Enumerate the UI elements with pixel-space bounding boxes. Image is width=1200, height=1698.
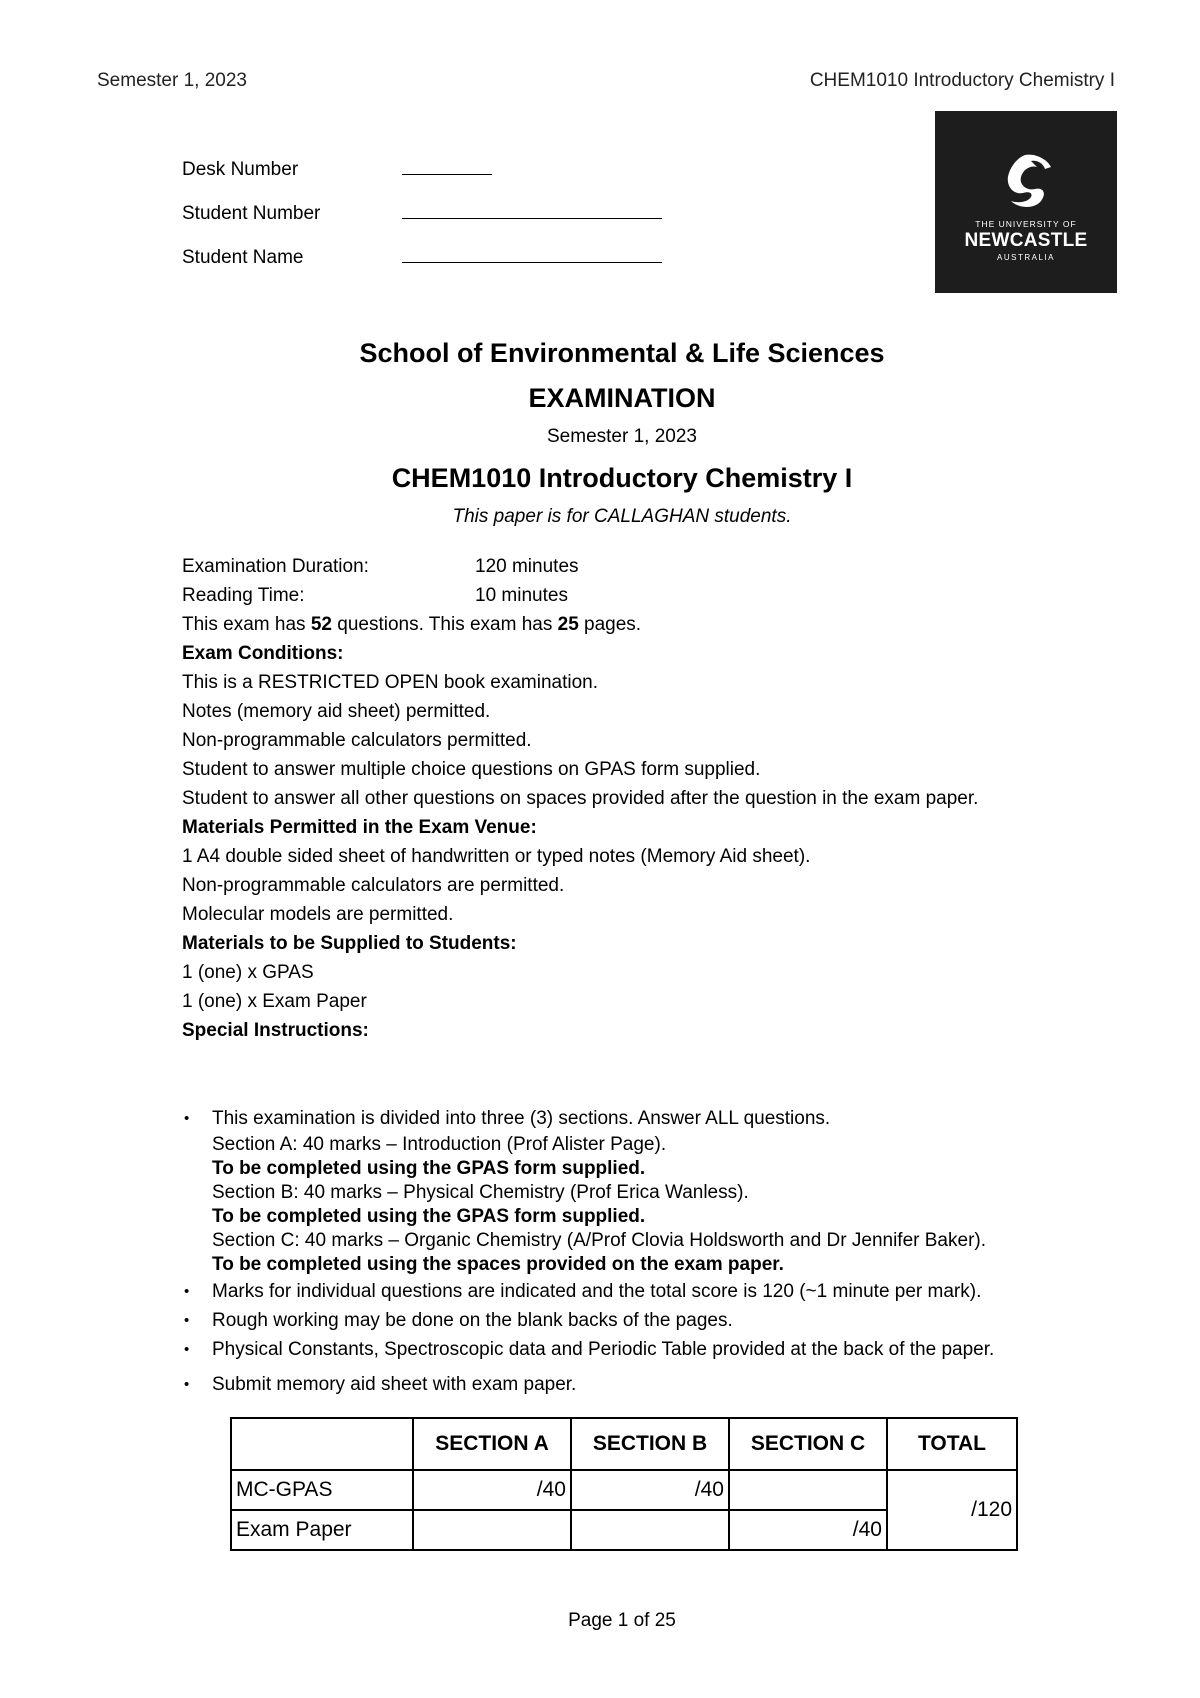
table-header <box>231 1418 413 1470</box>
student-name-field <box>182 246 662 269</box>
table-header: TOTAL <box>887 1418 1017 1470</box>
section-b-line: Section B: 40 marks – Physical Chemistry (Prof Erica Wanless). <box>212 1182 749 1203</box>
section-a-cell[interactable]: /40 <box>413 1470 571 1510</box>
total-cell[interactable]: /120 <box>887 1470 1017 1550</box>
instruction-item: • Submit memory aid sheet with exam paper. <box>182 1370 1082 1399</box>
condition-line: Non-programmable calculators permitted. <box>182 730 532 751</box>
supplied-line: 1 (one) x Exam Paper <box>182 991 367 1012</box>
table-row <box>231 1470 1017 1510</box>
permitted-line: Non-programmable calculators are permitted. <box>182 875 565 896</box>
supplied-heading: Materials to be Supplied to Students: <box>182 933 517 954</box>
desk-number-line[interactable] <box>402 158 492 175</box>
reading-value: 10 minutes <box>475 585 568 606</box>
instruction-item: • Physical Constants, Spectroscopic data and Periodic Table provided at the back of the paper. <box>182 1335 1082 1364</box>
section-c-cell[interactable] <box>729 1470 887 1510</box>
special-heading: Special Instructions: <box>182 1020 369 1041</box>
row-label: Exam Paper <box>231 1510 413 1550</box>
desk-number-field <box>182 158 492 181</box>
permitted-heading: Materials Permitted in the Exam Venue: <box>182 817 537 838</box>
condition-line: Student to answer all other questions on spaces provided after the question in the exam paper. <box>182 788 979 809</box>
conditions-heading: Exam Conditions: <box>182 643 344 664</box>
campus-note: This paper is for CALLAGHAN students. <box>452 506 792 527</box>
section-c-note: To be completed using the spaces provided on the exam paper. <box>212 1254 784 1275</box>
condition-line: This is a RESTRICTED OPEN book examination. <box>182 672 599 693</box>
exam-title: EXAMINATION <box>528 383 716 413</box>
instruction-item: • Marks for individual questions are indicated and the total score is 120 (~1 minute per mark). <box>182 1277 1082 1306</box>
student-number-field <box>182 202 662 225</box>
university-logo <box>935 111 1117 293</box>
section-b-cell[interactable]: /40 <box>571 1470 729 1510</box>
section-c-cell[interactable]: /40 <box>729 1510 887 1550</box>
special-instructions <box>182 1104 1082 1399</box>
condition-line: Notes (memory aid sheet) permitted. <box>182 701 491 722</box>
header-course: CHEM1010 Introductory Chemistry I <box>809 70 1115 91</box>
permitted-line: Molecular models are permitted. <box>182 904 454 925</box>
section-a-note: To be completed using the GPAS form supplied. <box>212 1158 646 1179</box>
page-count: 25 <box>557 614 579 635</box>
section-a-line: Section A: 40 marks – Introduction (Prof Alister Page). <box>212 1134 667 1155</box>
page-number: Page 1 of 25 <box>568 1610 676 1631</box>
section-c-line: Section C: 40 marks – Organic Chemistry (A/Prof Clovia Holdsworth and Dr Jennifer Baker). <box>212 1230 986 1251</box>
header-semester: Semester 1, 2023 <box>97 70 247 91</box>
instruction-item: • This examination is divided into three (3) sections. Answer ALL questions. <box>182 1104 1082 1133</box>
reading-label: Reading Time: <box>182 585 305 606</box>
supplied-line: 1 (one) x GPAS <box>182 962 314 983</box>
marks-table <box>230 1417 1018 1551</box>
section-b-note: To be completed using the GPAS form supplied. <box>212 1206 646 1227</box>
table-header-row <box>231 1418 1017 1470</box>
exam-count: This exam has 52 questions. This exam has 25 pages. <box>182 614 642 635</box>
seahorse-icon <box>995 151 1059 213</box>
section-a-cell[interactable] <box>413 1510 571 1550</box>
field-label: Student Name <box>182 247 304 268</box>
semester-title: Semester 1, 2023 <box>547 426 697 447</box>
section-b-cell[interactable] <box>571 1510 729 1550</box>
logo-line-1: THE UNIVERSITY OF <box>975 219 1077 229</box>
course-title: CHEM1010 Introductory Chemistry I <box>391 463 853 493</box>
field-label: Student Number <box>182 203 321 224</box>
student-number-line[interactable] <box>402 202 662 219</box>
duration-value: 120 minutes <box>475 556 579 577</box>
table-header: SECTION B <box>571 1418 729 1470</box>
table-header: SECTION C <box>729 1418 887 1470</box>
exam-details <box>182 552 1082 1045</box>
table-header: SECTION A <box>413 1418 571 1470</box>
instruction-item: • Rough working may be done on the blank backs of the pages. <box>182 1306 1082 1335</box>
student-name-line[interactable] <box>402 246 662 263</box>
logo-line-2: NEWCASTLE <box>964 230 1088 251</box>
field-label: Desk Number <box>182 159 299 180</box>
logo-line-3: AUSTRALIA <box>997 253 1055 262</box>
permitted-line: 1 A4 double sided sheet of handwritten or typed notes (Memory Aid sheet). <box>182 846 811 867</box>
question-count: 52 <box>310 614 332 635</box>
duration-label: Examination Duration: <box>182 556 369 577</box>
condition-line: Student to answer multiple choice questions on GPAS form supplied. <box>182 759 761 780</box>
school-title: School of Environmental & Life Sciences <box>359 338 885 368</box>
row-label: MC-GPAS <box>231 1470 413 1510</box>
